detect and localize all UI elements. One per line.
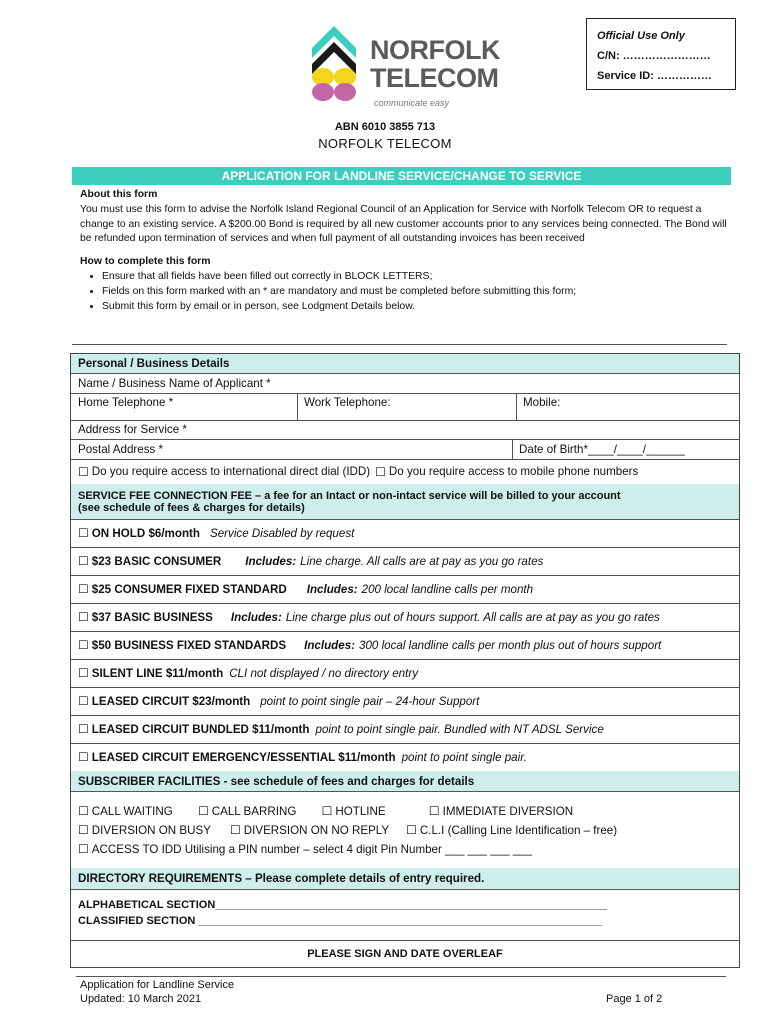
service-name: $37 BASIC BUSINESS [91, 610, 213, 624]
service-description: Line charge. All calls are at pay as you go rates [300, 554, 544, 568]
diversion-noreply-label: DIVERSION ON NO REPLY [243, 824, 389, 837]
service-option-row[interactable] [71, 687, 739, 716]
mobile-access-label: Do you require access to mobile phone numbers [388, 465, 639, 478]
includes-label: Includes: [245, 554, 297, 568]
service-name: $50 BUSINESS FIXED STANDARDS [91, 638, 287, 652]
includes-label: Includes: [230, 610, 282, 624]
hotline-checkbox[interactable]: ☐ [321, 804, 333, 818]
facilities-heading-row [71, 771, 739, 792]
service-fee-heading-note: (see schedule of fees & charges for details) [78, 501, 305, 514]
classified-section-field[interactable]: CLASSIFIED SECTION __________________________________________________________________ [78, 915, 603, 927]
application-form [70, 353, 740, 968]
brand-line-1: NORFOLK [370, 35, 500, 65]
address-row[interactable] [71, 420, 739, 440]
service-option[interactable] [71, 575, 533, 603]
postal-row [71, 439, 739, 460]
service-option[interactable] [71, 519, 354, 547]
directory-fields [71, 889, 739, 941]
service-description: CLI not displayed / no directory entry [229, 666, 419, 680]
service-description: 300 local landline calls per month plus out of hours support [359, 638, 662, 652]
how-to-item: • Ensure that all fields have been filled out correctly in BLOCK LETTERS; [102, 270, 730, 285]
service-id-field: Service ID: …………… [597, 70, 712, 82]
personal-heading-row [71, 354, 739, 374]
access-row [71, 459, 739, 485]
includes-label: Includes: [306, 582, 358, 596]
service-fee-heading-line: SERVICE FEE CONNECTION FEE – a fee for an Intact or non-intact service will be billed to your account [78, 489, 621, 502]
immediate-diversion-label: IMMEDIATE DIVERSION [442, 805, 574, 818]
about-heading: About this form [80, 189, 158, 200]
diversion-busy-checkbox[interactable]: ☐ [78, 823, 89, 837]
service-checkbox[interactable]: ☐ [78, 526, 89, 540]
brand-name [370, 36, 500, 92]
call-waiting-checkbox[interactable]: ☐ [78, 804, 89, 818]
postal-address-field[interactable]: Postal Address * [78, 442, 164, 456]
idd-label: Do you require access to international direct dial (IDD) [91, 465, 371, 478]
applicant-name-field[interactable]: Name / Business Name of Applicant * [78, 376, 271, 390]
idd-checkbox[interactable]: ☐ [78, 464, 89, 479]
call-barring-checkbox[interactable]: ☐ [197, 804, 209, 818]
service-description: 200 local landline calls per month [361, 582, 534, 596]
cn-field: C/N: …………………… [597, 50, 711, 62]
company-name: NORFOLK TELECOM [318, 136, 452, 151]
service-description: point to point single pair. [401, 750, 527, 764]
service-option[interactable] [71, 715, 604, 743]
how-to-item: • Fields on this form marked with an * are mandatory and must be completed before submitting this form; [102, 285, 730, 300]
service-option-row[interactable] [71, 659, 739, 688]
service-option-row[interactable] [71, 603, 739, 632]
footer-form-name: Application for Landline Service [80, 979, 235, 991]
service-option[interactable] [71, 743, 527, 771]
service-name: $23 BASIC CONSUMER [91, 554, 222, 568]
service-description: point to point single pair – 24-hour Support [260, 694, 480, 708]
call-waiting-label: CALL WAITING [91, 805, 173, 818]
how-to-item: • Submit this form by email or in person, see Lodgment Details below. [102, 300, 730, 315]
directory-heading-row [71, 868, 739, 890]
how-to-list [80, 270, 730, 314]
service-name: LEASED CIRCUIT $23/month [91, 694, 251, 708]
service-checkbox[interactable]: ☐ [78, 750, 89, 764]
cli-label: C.L.I (Calling Line Identification – free) [419, 824, 618, 837]
how-to-heading: How to complete this form [80, 256, 211, 268]
service-option[interactable] [71, 631, 661, 659]
about-section [80, 188, 730, 314]
service-fee-heading-row [71, 484, 739, 520]
service-description: Service Disabled by request [209, 526, 355, 540]
immediate-diversion-checkbox[interactable]: ☐ [428, 804, 440, 818]
service-checkbox[interactable]: ☐ [78, 666, 89, 680]
name-row[interactable] [71, 373, 739, 394]
personal-heading: Personal / Business Details [78, 357, 230, 370]
service-checkbox[interactable]: ☐ [78, 554, 89, 568]
facilities-options [71, 791, 739, 869]
service-option[interactable] [71, 687, 479, 715]
idd-pin-label[interactable]: ACCESS TO IDD Utilising a PIN number – select 4 digit Pin Number ___ ___ ___ ___ [91, 843, 533, 856]
telephone-row [71, 393, 739, 421]
official-use-title: Official Use Only [597, 30, 685, 42]
idd-pin-checkbox[interactable]: ☐ [78, 842, 89, 856]
date-of-birth-field[interactable]: Date of Birth*____/____/______ [519, 442, 685, 456]
mobile-access-checkbox[interactable]: ☐ [375, 464, 386, 479]
page-number: Page 1 of 2 [606, 993, 663, 1005]
service-checkbox[interactable]: ☐ [78, 722, 89, 736]
hotline-label: HOTLINE [335, 805, 386, 818]
service-option-row[interactable] [71, 519, 739, 548]
service-name: ON HOLD $6/month [91, 526, 200, 540]
alphabetical-section-field[interactable]: ALPHABETICAL SECTION________________________________________________________________ [78, 899, 607, 911]
service-description: point to point single pair. Bundled with NT ADSL Service [315, 722, 604, 736]
call-barring-label: CALL BARRING [211, 805, 297, 818]
service-checkbox[interactable]: ☐ [78, 610, 89, 624]
sign-notice: PLEASE SIGN AND DATE OVERLEAF [307, 947, 503, 960]
service-name: LEASED CIRCUIT EMERGENCY/ESSENTIAL $11/month [91, 750, 396, 764]
abn-number: ABN 6010 3855 713 [334, 121, 436, 133]
includes-label: Includes: [304, 638, 356, 652]
service-option-row[interactable] [71, 547, 739, 576]
service-checkbox[interactable]: ☐ [78, 638, 89, 652]
cli-checkbox[interactable]: ☐ [406, 823, 417, 837]
service-checkbox[interactable]: ☐ [78, 582, 89, 596]
work-telephone-field[interactable]: Work Telephone: [304, 396, 391, 409]
about-body: You must use this form to advise the Norfolk Island Regional Council of an Application for Service with Norfolk Telecom OR to request a change to an existing service. A $200.00 Bond is required by all new customer accounts prior to any services being connected. The Bond will be refunded upon termination of services and when full payment of all outstanding invoices has been received [80, 203, 727, 245]
service-option-row[interactable] [71, 631, 739, 660]
address-for-service-field[interactable]: Address for Service * [78, 423, 187, 436]
facility-line-3 [78, 842, 532, 856]
brand-line-2: TELECOM [370, 63, 499, 93]
service-checkbox[interactable]: ☐ [78, 694, 89, 708]
directory-heading: DIRECTORY REQUIREMENTS – Please complete details of entry required. [78, 872, 485, 885]
home-telephone-field[interactable]: Home Telephone * [78, 396, 174, 409]
logo-mark-icon [294, 22, 374, 108]
access-options [71, 459, 638, 484]
service-name: SILENT LINE $11/month [91, 666, 224, 680]
footer-divider [76, 976, 726, 977]
service-option[interactable] [71, 603, 660, 631]
facility-line-2 [78, 823, 617, 837]
form-title-banner: APPLICATION FOR LANDLINE SERVICE/CHANGE TO SERVICE [72, 167, 731, 185]
official-use-box [586, 18, 736, 90]
mobile-field[interactable]: Mobile: [523, 396, 561, 409]
footer-updated: Updated: 10 March 2021 [80, 993, 202, 1005]
diversion-busy-label: DIVERSION ON BUSY [91, 824, 211, 837]
sign-row [71, 940, 739, 967]
facilities-heading: SUBSCRIBER FACILITIES - see schedule of fees and charges for details [78, 774, 475, 788]
service-option[interactable] [71, 547, 543, 575]
service-name: LEASED CIRCUIT BUNDLED $11/month [91, 722, 310, 736]
service-option-row[interactable] [71, 715, 739, 744]
service-option-row[interactable] [71, 743, 739, 772]
service-fee-heading [71, 484, 621, 519]
facility-line-1 [78, 804, 573, 818]
service-description: Line charge plus out of hours support. All calls are at pay as you go rates [285, 610, 660, 624]
service-name: $25 CONSUMER FIXED STANDARD [91, 582, 287, 596]
section-divider [72, 344, 727, 345]
service-option-row[interactable] [71, 575, 739, 604]
tagline: communicate easy [374, 98, 450, 108]
service-option[interactable] [71, 659, 418, 687]
diversion-noreply-checkbox[interactable]: ☐ [229, 823, 241, 837]
